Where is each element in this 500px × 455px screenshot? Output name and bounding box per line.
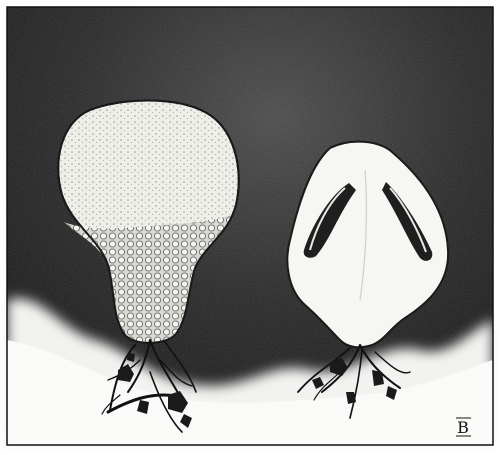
artist-monogram xyxy=(456,418,471,437)
monogram-letter: B xyxy=(457,418,469,437)
